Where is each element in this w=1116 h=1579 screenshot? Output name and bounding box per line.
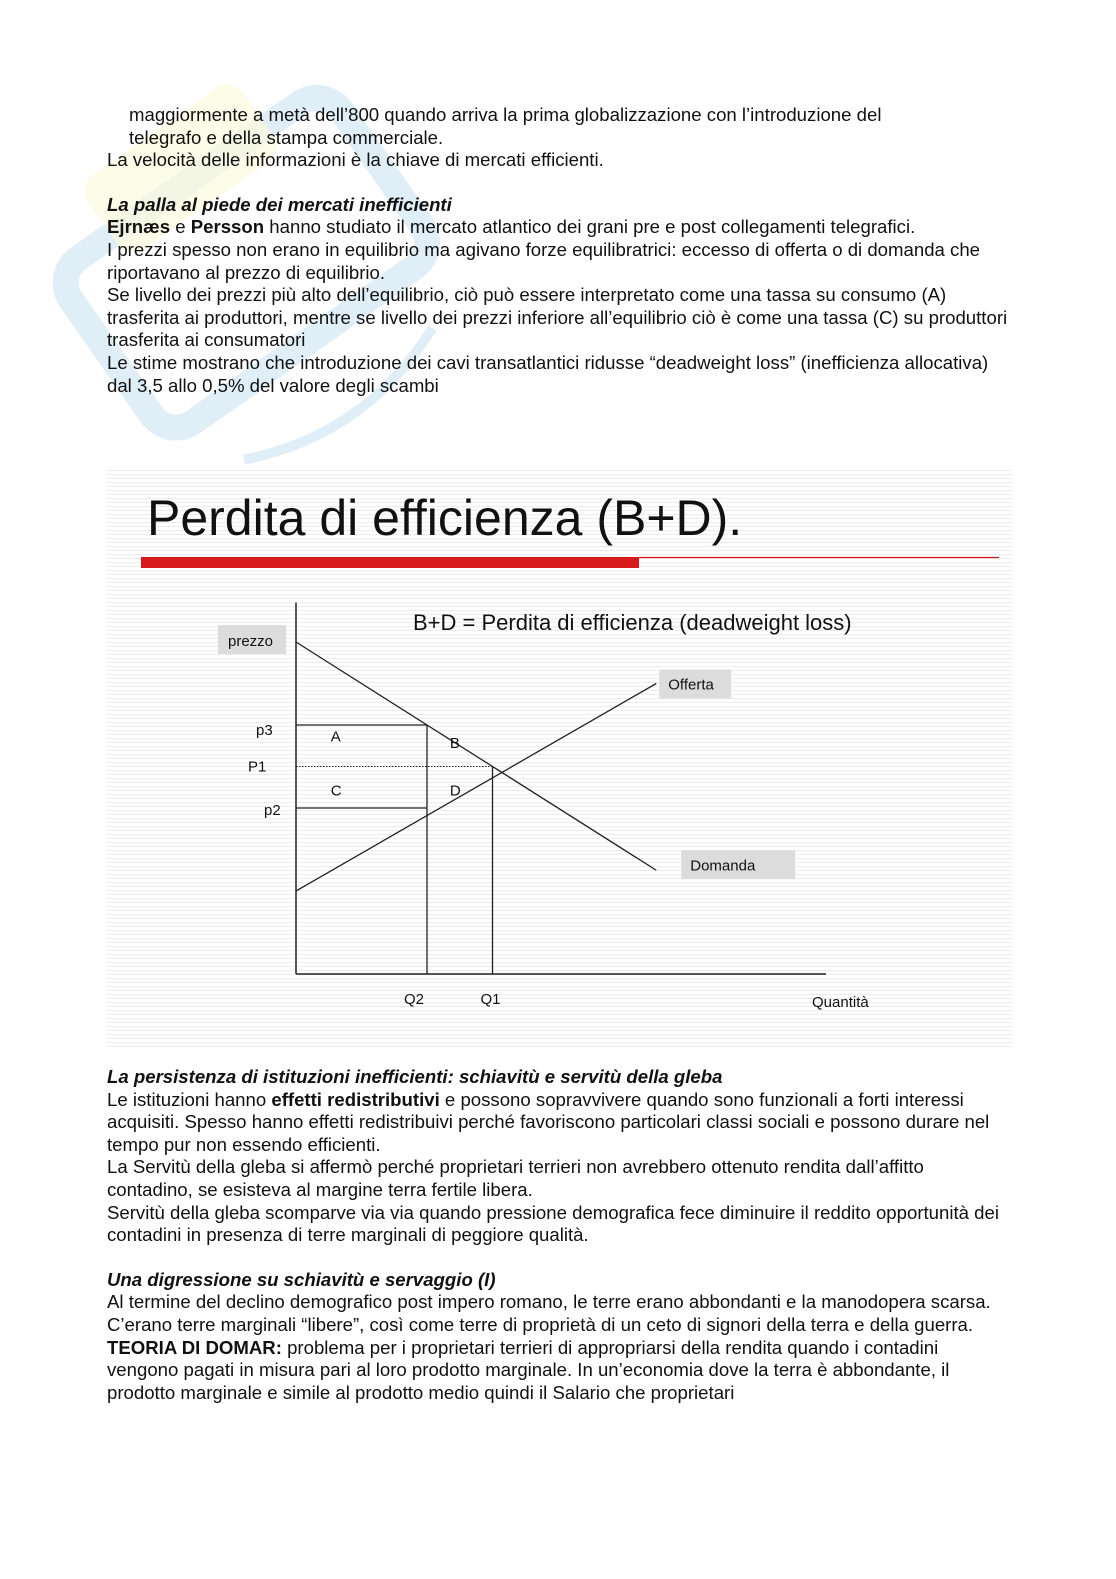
deadweight-loss-slide — [107, 470, 1012, 1050]
section2-paragraph-2: La Servitù della gleba si affermò perché proprietari terrieri non avrebbero ottenuto rendita dall’affitto contadino, se esisteva al margine terra fertile libera. — [107, 1156, 924, 1200]
chart-subtitle: B+D = Perdita di efficienza (deadweight loss) — [413, 610, 852, 635]
section2-heading: La persistenza di istituzioni inefficienti: schiavitù e servitù della gleba — [107, 1066, 723, 1087]
section2-paragraph-1 — [107, 1089, 1012, 1157]
y-tick-p2: p2 — [264, 802, 281, 819]
y-tick-p3: p3 — [256, 722, 273, 739]
area-label-a: A — [330, 728, 341, 746]
intro-line-3: La velocità delle informazioni è la chiave di mercati efficienti. — [107, 149, 604, 171]
section3-heading: Una digressione su schiavitù e servaggio (I) — [107, 1268, 496, 1290]
area-label-d: D — [449, 782, 461, 800]
conjunction: e — [170, 216, 191, 238]
section3-paragraph-2: C’erano terre marginali “libere”, così come terre di proprietà di un ceto di signori della terra e della guerra. — [107, 1313, 974, 1335]
section1-paragraph-3: Se livello dei prezzi più alto dell’equilibrio, ciò può essere interpretato come una tassa su consumo (A) trasferita ai produttori, mentre se livello dei prezzi inferiore all’equilibrio ciò è come una tassa (C) su produttori trasferita ai consumatori — [107, 284, 1008, 351]
section2-paragraph-1-end: e possono sopravvivere quando sono funzionali a forti interessi acquisiti. Spesso hanno effetti redistribuivi perché favoriscono particolari classi sociali e possono durare nel tempo pur non essendo efficienti. — [107, 1088, 990, 1155]
area-label-c: C — [330, 782, 342, 800]
y-tick-p1: P1 — [248, 758, 267, 776]
section2-paragraph-3: Servitù della gleba scomparve via via quando pressione demografica fece diminuire il reddito opportunità dei contadini in presenza di terre marginali di peggiore qualità. — [107, 1201, 999, 1246]
x-axis-label: Quantità — [812, 994, 869, 1011]
demand-label: Domanda — [690, 857, 756, 875]
lower-block — [107, 1066, 1012, 1404]
intro-block — [107, 104, 1012, 397]
domar-theory-label: TEORIA DI DOMAR: — [107, 1336, 282, 1358]
y-axis-label: prezzo — [228, 633, 274, 650]
area-label-b: B — [449, 734, 460, 752]
author-ejrnaes: Ejrnæs — [107, 216, 171, 238]
author-persson: Persson — [190, 216, 265, 238]
section2-paragraph-1-start: Le istituzioni hanno — [107, 1088, 272, 1110]
chart-title: Perdita di efficienza (B+D). — [147, 490, 743, 546]
intro-line-2: telegrafo e della stampa commerciale. — [129, 126, 444, 148]
deadweight-loss-chart — [107, 470, 1012, 1050]
section1-paragraph-4: Le stime mostrano che introduzione dei cavi transatlantici ridusse “deadweight loss” (inefficienza allocativa) dal 3,5 allo 0,5% del valore degli scambi — [107, 351, 989, 396]
section2-paragraph-1-bold: effetti redistributivi — [271, 1088, 440, 1110]
x-tick-q1: Q1 — [480, 991, 501, 1008]
section3-paragraph-3 — [107, 1337, 1012, 1405]
x-tick-q2: Q2 — [404, 991, 425, 1008]
section3-paragraph-1: Al termine del declino demografico post impero romano, le terre erano abbondanti e la manodopera scarsa. — [107, 1291, 991, 1313]
section1-paragraph-2: I prezzi spesso non erano in equilibrio ma agivano forze equilibratrici: eccesso di offerta o di domanda che riportavano al prezzo di equilibrio. — [107, 238, 981, 283]
section1-heading: La palla al piede dei mercati inefficienti — [107, 193, 452, 215]
intro-line-1: maggiormente a metà dell’800 quando arriva la prima globalizzazione con l’introduzione del — [129, 104, 882, 125]
supply-label: Offerta — [668, 676, 714, 694]
section3-paragraph-3-rest: problema per i proprietari terrieri di appropriarsi della rendita quando i contadini vengono pagati in misura pari al loro prodotto marginale. In un’economia dove la terra è abbondante, il prodotto marginale e simile al prodotto medio quindi il Salario che proprietari — [107, 1336, 950, 1403]
title-underline-thick — [141, 557, 639, 568]
section1-paragraph-1 — [107, 216, 1012, 239]
section1-paragraph-1-rest: hanno studiato il mercato atlantico dei grani pre e post collegamenti telegrafici. — [264, 216, 916, 238]
